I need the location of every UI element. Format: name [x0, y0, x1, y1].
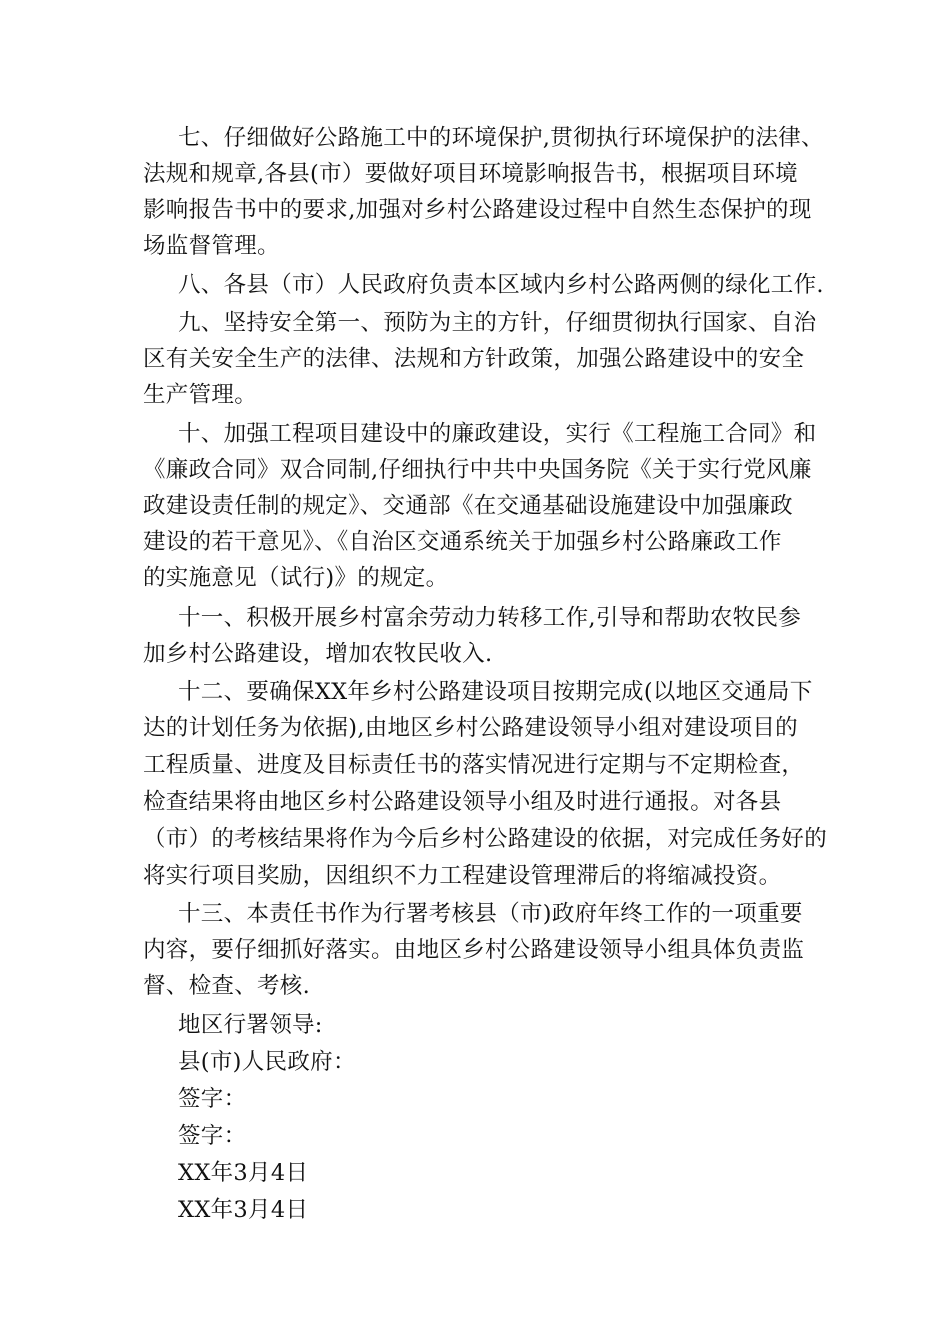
paragraph-7-line-2: 法规和规章,各县(市）要做好项目环境影响报告书，根据项目环境: [143, 161, 798, 187]
paragraph-10-line-4: 建设的若干意见》、《自治区交通系统关于加强乡村公路廉政工作: [143, 529, 782, 555]
paragraph-11-line-2: 加乡村公路建设，增加农牧民收入.: [143, 641, 493, 667]
paragraph-7-line-1: 七、仔细做好公路施工中的环境保护,贯彻执行环境保护的法律、: [178, 125, 824, 151]
signature-county-government: 县(市)人民政府：: [178, 1049, 356, 1075]
signature-label-1: 签字：: [178, 1086, 247, 1112]
paragraph-12-line-6: 将实行项目奖励，因组织不力工程建设管理滞后的将缩减投资。: [143, 863, 782, 889]
paragraph-8-line-1: 八、各县（市）人民政府负责本区域内乡村公路两侧的绿化工作.: [178, 272, 824, 298]
paragraph-13-line-2: 内容，要仔细抓好落实。由地区乡村公路建设领导小组具体负责监: [143, 937, 805, 963]
paragraph-12-line-5: （市）的考核结果将作为今后乡村公路建设的依据，对完成任务好的: [143, 826, 828, 852]
paragraph-13-line-3: 督、检查、考核.: [143, 973, 311, 999]
paragraph-12-line-2: 达的计划任务为依据),由地区乡村公路建设领导小组对建设项目的: [143, 715, 798, 741]
signature-date-2: XX年3月4日: [178, 1197, 309, 1223]
signature-label-2: 签字：: [178, 1123, 247, 1149]
paragraph-7-line-4: 场监督管理。: [143, 233, 280, 259]
signature-prefecture-leader: 地区行署领导:: [178, 1012, 323, 1038]
paragraph-10-line-5: 的实施意见（试行)》的规定。: [143, 565, 449, 591]
paragraph-10-line-3: 政建设责任制的规定》、交通部《在交通基础设施建设中加强廉政: [143, 493, 793, 519]
paragraph-11-line-1: 十一、积极开展乡村富余劳动力转移工作,引导和帮助农牧民参: [178, 605, 802, 631]
signature-date-1: XX年3月4日: [178, 1160, 309, 1186]
paragraph-9-line-2: 区有关安全生产的法律、法规和方针政策，加强公路建设中的安全: [143, 346, 805, 372]
paragraph-13-line-1: 十三、本责任书作为行署考核县（市)政府年终工作的一项重要: [178, 901, 803, 927]
paragraph-10-line-2: 《廉政合同》双合同制,仔细执行中共中央国务院《关于实行党风廉: [143, 457, 812, 483]
paragraph-12-line-4: 检查结果将由地区乡村公路建设领导小组及时进行通报。对各县: [143, 789, 782, 815]
paragraph-12-line-3: 工程质量、进度及目标责任书的落实情况进行定期与不定期检查，: [143, 752, 805, 778]
paragraph-9-line-3: 生产管理。: [143, 382, 258, 408]
paragraph-10-line-1: 十、加强工程项目建设中的廉政建设，实行《工程施工合同》和: [178, 421, 817, 447]
paragraph-7-line-3: 影响报告书中的要求,加强对乡村公路建设过程中自然生态保护的现: [143, 197, 812, 223]
paragraph-9-line-1: 九、坚持安全第一、预防为主的方针，仔细贯彻执行国家、自治: [178, 310, 817, 336]
paragraph-12-line-1: 十二、要确保XX年乡村公路建设项目按期完成(以地区交通局下: [178, 679, 813, 705]
